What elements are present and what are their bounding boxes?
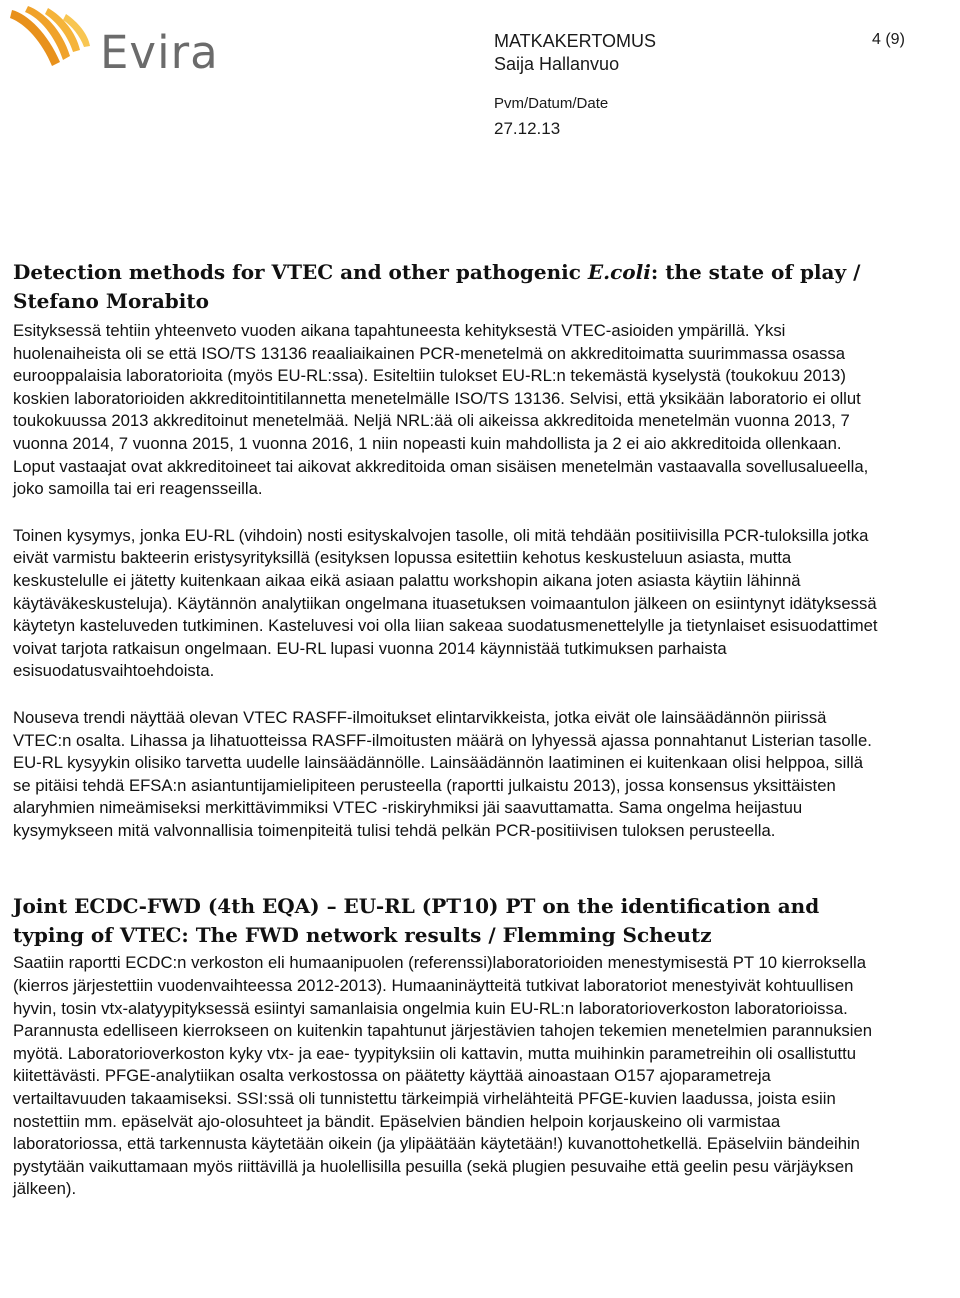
section1-paragraph-1: Esityksessä tehtiin yhteenveto vuoden aikana tapahtuneesta kehityksestä VTEC-asioiden ympärillä. Yksi huolenaiheista oli se että ISO/TS 13136 reaaliaikainen PCR-menetelmä on akkreditoimatta suurimmassa osassa eurooppalaisia laboratorioita (myös EU-RL:ssa). Esiteltiin tulokset EU-RL:n tekemästä kyselystä (toukokuu 2013) koskien laboratorioiden akkreditointitilannetta menetelmälle ISO/TS 13136. Selvisi, että yksikään laboratorio ei ollut toukokuussa 2013 akkreditoinut menetelmää. Neljä NRL:ää oli aikeissa akkreditoida menetelmän vuonna 2013, 7 vuonna 2014, 7 vuonna 2015, 1 vuonna 2016, 1 niin nopeasti kuin mahdollista ja 2 ei aio akkreditoida ollenkaan. Loput vastaajat ovat akkreditoineet tai aikovat akkreditoida oman sisäisen menetelmän vastaavalla sovellusalueella, joko samoilla tai eri reagensseilla. — [13, 321, 869, 499]
evira-sun-icon — [8, 4, 103, 74]
document-type: MATKAKERTOMUS — [494, 31, 657, 51]
document-body — [13, 258, 883, 1201]
section1-paragraph-3: Nouseva trendi näyttää olevan VTEC RASFF-ilmoitukset elintarvikkeista, jotka eivät ole lainsäädännön piirissä VTEC:n osalta. Lihassa ja lihatuotteissa RASFF-ilmoitusten määrä on lyhyessä ajassa ponnahtanut Listerian tasolle. EU-RL kysyykin olisiko tarvetta uudelle lainsäädännölle. Lainsäädännön laatiminen ei kuitenkaan olisi helppoa, sillä se pitäisi tehdä EFSA:n asiantuntijamielipiteen perusteella (raportti julkaistu 2013), jossa konsensus yksittäisten alaryhmien nimeämiseksi merkittävimmiksi VTEC -riskiryhmiksi jäi saavuttamatta. Sama ongelma heijastuu kysymykseen mitä valvonnallisia toimenpiteitä tulisi tehdä pelkän PCR-positiivisen tuloksen perusteella. — [13, 707, 872, 840]
section-heading-1: Detection methods for VTEC and other pathogenic E.coli: the state of play / Stefano Morabito — [13, 260, 861, 313]
section2-paragraph-1: Saatiin raportti ECDC:n verkoston eli humaanipuolen (referenssi)laboratorioiden menestymisestä PT 10 kierroksella (kierros järjestettiin vuodenvaihteessa 2012-2013). Humaaninäytteitä tutkivat laboratoriot menestyivät kohtuullisen hyvin, tosin vtx-alatyypityksessä esiintyi samanlaisia ongelmia kuin EU-RL:n laboratorioverkoston laboratorioissa. Parannusta edelliseen kierrokseen on kuitenkin tapahtunut järjestävien tahojen tekemien menetelmien parannuksien myötä. Laboratorioverkoston kyky vtx- ja eae- tyypityksiin oli kattavin, mutta muihinkin parametreihin oli osallistuttu kiitettävästi. PFGE-analytiikan osalta verkostossa on päätetty käyttää ainoastaan O157 ajoparametreja vertailtavuuden takaamiseksi. SSI:ssä oli tunnistettu tärkeimpiä virhelähteitä PFGE-kuvien laadussa, joista esiin nostettiin mm. epäselvät ajo-olosuhteet ja bändit. Epäselvien bändien helpoin korjauskeino oli varmistaa laboratoriossa, että tarkennusta käytetään oikein (ja ylipäätään käytetään!) kuvanottohetkellä. Epäselviin bändeihin pystytään vaikuttamaan myös riittävillä ja huolellisilla pesuilla (sekä plugien pesuvaihe että geelin pesu värjäyksen jälkeen). — [13, 953, 873, 1199]
date-label: Pvm/Datum/Date — [494, 95, 609, 112]
page-number: 4 (9) — [872, 31, 905, 48]
section1-paragraph-2: Toinen kysymys, jonka EU-RL (vihdoin) nosti esityskalvojen tasolle, oli mitä tehdään positiivisilla PCR-tuloksilla jotka eivät varmistu bakteerin eristysyrityksillä (esityksen lopussa esitettiin kehotus keskusteluun asiasta, mutta keskustelulle ei jätetty kuitenkaan aikaa eikä asiaan palattu workshopin aikana joten asiasta käytiin lähinnä käytäväkeskusteluja). Käytännön analytiikan ongelmana ituasetuksen voimaantulon jälkeen on esiintynyt idätyksessä käytetyn kasteluveden tutkiminen. Kasteluvesi voi olla liian sakeaa suodatusmenettelylle ja tietynlaiset esisuodattimet voivat tarjota ratkaisun ongelmaan. EU-RL lupasi vuonna 2014 käynnistää tutkimuksen parhaista esisuodatusvaihtoehdoista. — [13, 525, 878, 681]
evira-logo — [8, 4, 223, 79]
evira-wordmark: Evira — [100, 26, 219, 79]
author-name: Saija Hallanvuo — [494, 54, 620, 74]
date-value: 27.12.13 — [494, 119, 561, 138]
section-heading-2: Joint ECDC-FWD (4th EQA) – EU-RL (PT10) PT on the identification and typing of VTEC: The FWD network results / Flemming Scheutz — [13, 894, 820, 948]
